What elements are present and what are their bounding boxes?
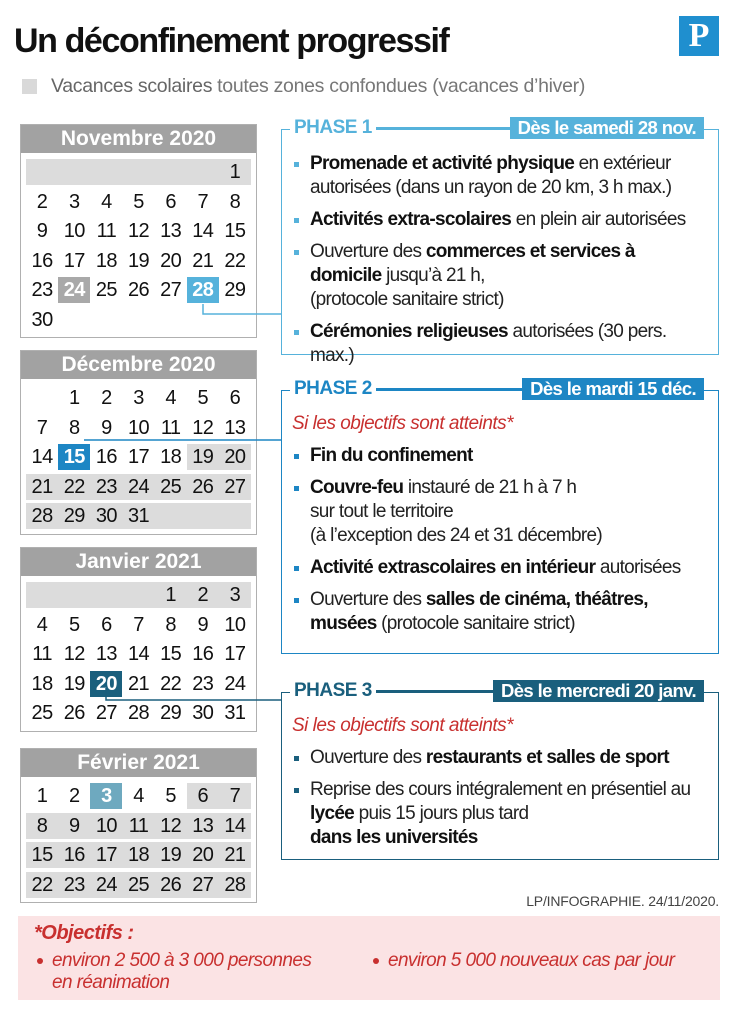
calendar-day: 26 [155, 872, 187, 898]
measure-highlight: Promenade et activité physique [310, 153, 575, 174]
calendar-day: 24 [90, 872, 122, 898]
calendar-day: 18 [160, 446, 182, 468]
phase-condition: Si les objectifs sont atteints* [292, 715, 514, 736]
calendar-day: 27 [160, 279, 182, 301]
calendar-day: 19 [127, 249, 150, 272]
phase-3-header [290, 679, 704, 703]
calendar-empty-cell [155, 307, 187, 333]
calendar-day: 1 [68, 387, 80, 409]
calendar-day: 19 [187, 444, 219, 470]
phase-2-rule [376, 388, 522, 390]
phase-3-date: Dès le mercredi 20 janv. [493, 680, 704, 702]
calendar-day: 9 [58, 813, 90, 839]
calendar-november-2020 [20, 124, 257, 338]
calendar-february-2021 [20, 748, 257, 903]
calendar-title: Décembre 2020 [21, 351, 256, 379]
calendar-day: 15 [58, 444, 90, 470]
calendar-day: 14 [219, 813, 251, 839]
calendar-week-row [26, 811, 251, 841]
calendar-empty-cell [155, 503, 187, 529]
calendar-empty-cell [122, 582, 154, 608]
calendar-day: 24 [58, 277, 90, 303]
calendar-day: 4 [101, 190, 112, 213]
calendar-day: 5 [68, 613, 80, 636]
calendar-week-row [26, 383, 251, 413]
calendar-empty-cell [58, 307, 90, 333]
calendar-day: 28 [187, 277, 219, 303]
calendar-day: 23 [90, 474, 122, 500]
calendar-grid [21, 153, 256, 337]
calendar-empty-cell [90, 582, 122, 608]
calendar-day: 3 [90, 783, 122, 809]
legend-label: Vacances scolaires [51, 74, 213, 97]
calendar-day: 9 [36, 220, 48, 242]
phase-1-rule [376, 127, 510, 129]
measure-highlight: Cérémonies religieuses [310, 321, 508, 342]
calendar-day: 6 [229, 387, 241, 409]
calendar-day: 22 [26, 872, 58, 898]
objectifs-title: *Objectifs : [34, 922, 134, 944]
calendar-week-row [26, 472, 251, 502]
phase-2-label: PHASE 2 [290, 378, 376, 400]
calendar-day: 9 [101, 416, 112, 439]
calendar-day: 25 [95, 279, 117, 301]
calendar-day: 16 [95, 446, 117, 468]
calendar-day: 15 [224, 220, 246, 242]
phase-measure [292, 778, 710, 850]
measure-highlight: commerces et services à domicile [310, 241, 635, 286]
calendar-week-row [26, 870, 251, 900]
objectifs-box [18, 916, 720, 1000]
calendar-day: 26 [127, 279, 150, 301]
phase-condition: Si les objectifs sont atteints* [292, 413, 514, 434]
calendar-day: 25 [122, 872, 154, 898]
objectif-nouveaux-cas-text: environ 5 000 nouveaux cas par jour [388, 950, 675, 971]
phase-measure [292, 444, 710, 468]
phase-1-items [282, 130, 718, 386]
calendar-day: 4 [36, 613, 48, 636]
calendar-empty-cell [155, 159, 187, 185]
calendar-day: 1 [36, 785, 48, 807]
phase-1-label: PHASE 1 [290, 117, 376, 139]
calendar-day: 7 [133, 613, 144, 636]
calendar-week-row [26, 781, 251, 811]
calendar-day: 29 [58, 503, 90, 529]
phase-3-label: PHASE 3 [290, 680, 376, 702]
calendar-week-row [26, 216, 251, 246]
calendar-day: 15 [160, 643, 182, 665]
calendar-january-2021 [20, 547, 257, 732]
calendar-day: 25 [31, 702, 53, 724]
phase-measure [292, 240, 710, 312]
calendar-day: 23 [192, 672, 214, 695]
phase-measure [292, 588, 710, 636]
calendar-day: 8 [165, 613, 176, 636]
calendar-day: 27 [187, 872, 219, 898]
legend-swatch [22, 79, 37, 94]
calendar-day: 10 [63, 220, 85, 242]
calendar-day: 16 [31, 249, 53, 272]
calendar-empty-cell [219, 307, 251, 333]
measure-text: en extérieur autorisées (dans un rayon de 20 km, 3 h max.) [310, 153, 672, 198]
calendar-day: 19 [155, 842, 187, 868]
measure-highlight: salles de cinéma, théâtres, musées [310, 589, 648, 634]
calendar-december-2020 [20, 350, 257, 535]
calendar-day: 6 [165, 190, 176, 213]
measure-text: autorisées [595, 557, 681, 578]
phase-2-date: Dès le mardi 15 déc. [522, 378, 704, 400]
calendar-day: 11 [160, 416, 181, 439]
calendar-day: 21 [26, 474, 58, 500]
calendar-day: 28 [26, 503, 58, 529]
legend-description: toutes zones confondues (vacances d’hiver) [217, 74, 586, 97]
calendar-day: 12 [192, 416, 214, 439]
calendar-day: 17 [90, 842, 122, 868]
calendar-day: 1 [219, 159, 251, 185]
calendar-day: 21 [219, 842, 251, 868]
measure-highlight: restaurants et salles de sport [425, 747, 669, 768]
calendar-day: 30 [90, 503, 122, 529]
calendar-day: 23 [58, 872, 90, 898]
measure-text: autorisées (30 pers. max.) [310, 321, 667, 366]
calendar-week-row [26, 187, 251, 217]
calendar-week-row [26, 698, 251, 728]
calendar-day: 26 [63, 702, 85, 724]
calendar-day: 12 [63, 643, 85, 665]
calendar-day: 13 [160, 220, 182, 242]
calendar-day: 9 [197, 613, 209, 636]
calendar-empty-cell [90, 307, 122, 333]
calendar-day: 18 [122, 842, 154, 868]
calendar-day: 17 [127, 446, 150, 468]
calendar-day: 14 [127, 643, 150, 665]
calendar-day: 2 [36, 190, 48, 213]
measure-text: (à l’exception des 24 et 31 décembre) [310, 525, 603, 546]
phase-3-box [281, 680, 719, 860]
calendar-day: 11 [122, 813, 154, 839]
calendar-day: 22 [58, 474, 90, 500]
calendar-week-row [26, 413, 251, 443]
calendar-day: 23 [31, 279, 53, 301]
objectif-reanimation-line2: en réanimation [52, 972, 170, 993]
calendar-day: 5 [197, 387, 209, 409]
calendar-day: 21 [127, 672, 150, 695]
measure-text: jusqu’à 21 h, [381, 265, 485, 286]
page-title: Un déconfinement progressif [14, 22, 449, 60]
phase-2-items [282, 391, 718, 654]
calendar-day: 4 [165, 387, 176, 409]
phase-1-box [281, 117, 719, 366]
calendar-week-row [26, 840, 251, 870]
calendar-day: 17 [224, 643, 246, 665]
calendar-day: 22 [160, 672, 182, 695]
calendar-empty-cell [26, 582, 58, 608]
calendar-day: 13 [224, 416, 246, 439]
objectif-reanimation-line1: environ 2 500 à 3 000 personnes [52, 950, 312, 971]
calendar-week-row [26, 501, 251, 531]
calendar-week-row [26, 639, 251, 669]
calendar-empty-cell [90, 159, 122, 185]
calendar-title: Janvier 2021 [21, 548, 256, 576]
calendar-day: 20 [90, 671, 122, 697]
calendar-day: 16 [192, 643, 214, 665]
calendar-day: 7 [219, 783, 251, 809]
measure-highlight: Activités extra-scolaires [310, 209, 512, 230]
calendar-empty-cell [58, 582, 90, 608]
calendar-day: 5 [133, 190, 144, 213]
measure-highlight: Fin du confinement [310, 445, 473, 466]
objectif-reanimation [34, 950, 311, 994]
phase-measure [292, 320, 710, 368]
calendar-day: 31 [122, 503, 154, 529]
calendar-day: 16 [58, 842, 90, 868]
calendar-day: 19 [63, 672, 85, 695]
calendar-day: 6 [101, 613, 112, 636]
measure-text: en plein air autorisées [511, 209, 686, 230]
measure-text: instauré de 21 h à 7 h [403, 477, 577, 498]
calendar-day: 27 [95, 702, 117, 724]
calendar-empty-cell [187, 503, 219, 529]
measure-highlight: lycée [310, 803, 355, 824]
measure-text: puis 15 jours plus tard [354, 803, 529, 824]
objectif-nouveaux-cas [370, 950, 674, 972]
calendar-day: 8 [26, 813, 58, 839]
phase-1-header [290, 116, 704, 140]
calendar-day: 10 [90, 813, 122, 839]
calendar-grid [21, 576, 256, 731]
calendar-day: 27 [219, 474, 251, 500]
phase-3-rule [376, 690, 493, 692]
calendar-grid [21, 777, 256, 902]
calendar-day: 5 [165, 785, 176, 807]
calendar-day: 26 [187, 474, 219, 500]
calendar-day: 2 [68, 785, 80, 807]
calendar-day: 30 [192, 702, 214, 724]
calendar-day: 20 [219, 444, 251, 470]
measure-text: (protocole sanitaire strict) [310, 289, 504, 310]
calendar-day: 29 [160, 702, 182, 724]
measure-highlight: dans les universités [310, 827, 478, 848]
calendar-day: 2 [101, 387, 112, 409]
phase-1-date: Dès le samedi 28 nov. [510, 117, 704, 139]
calendar-day: 12 [127, 220, 150, 242]
calendar-day: 31 [224, 702, 246, 724]
calendar-day: 10 [224, 613, 246, 636]
calendar-empty-cell [187, 307, 219, 333]
phase-measure [292, 556, 710, 580]
calendar-day: 18 [31, 672, 53, 695]
calendar-week-row [26, 246, 251, 276]
calendar-day: 20 [187, 842, 219, 868]
calendar-day: 21 [192, 249, 214, 272]
calendar-day: 13 [187, 813, 219, 839]
credit-line: LP/INFOGRAPHIE. 24/11/2020. [526, 893, 719, 909]
calendar-day: 18 [95, 249, 117, 272]
measure-text: Reprise des cours intégralement en présentiel au [310, 779, 691, 800]
calendar-empty-cell [219, 503, 251, 529]
calendar-title: Novembre 2020 [21, 125, 256, 153]
calendar-week-row [26, 157, 251, 187]
calendar-day: 1 [155, 582, 187, 608]
calendar-day: 2 [187, 582, 219, 608]
calendar-week-row [26, 275, 251, 305]
legend [22, 74, 585, 98]
calendar-empty-cell [26, 385, 58, 411]
calendar-day: 28 [127, 702, 150, 724]
phase-2-header [290, 377, 704, 401]
measure-highlight: Activité extrascolaires en intérieur [310, 557, 596, 578]
calendar-day: 29 [224, 279, 246, 301]
calendar-empty-cell [122, 159, 154, 185]
le-parisien-logo: P [679, 16, 719, 56]
calendar-empty-cell [58, 159, 90, 185]
calendar-day: 24 [224, 672, 246, 695]
phase-measure [292, 152, 710, 200]
phase-measure [292, 746, 710, 770]
calendar-day: 20 [160, 249, 182, 272]
measure-text: Ouverture des [310, 241, 426, 262]
calendar-day: 6 [187, 783, 219, 809]
calendar-day: 8 [68, 416, 80, 439]
measure-text: sur tout le territoire [310, 501, 453, 522]
calendar-day: 28 [219, 872, 251, 898]
calendar-week-row [26, 442, 251, 472]
calendar-day: 22 [224, 249, 246, 272]
measure-text: Ouverture des [310, 747, 426, 768]
calendar-empty-cell [122, 307, 154, 333]
calendar-day: 3 [219, 582, 251, 608]
calendar-day: 7 [36, 416, 48, 439]
calendar-day: 11 [32, 643, 52, 665]
measure-text: Ouverture des [310, 589, 426, 610]
calendar-day: 8 [229, 190, 241, 213]
calendar-week-row [26, 305, 251, 335]
calendar-day: 10 [127, 416, 150, 439]
measure-text: (protocole sanitaire strict) [376, 613, 575, 634]
calendar-day: 3 [133, 387, 144, 409]
phase-measure [292, 476, 710, 548]
calendar-week-row [26, 580, 251, 610]
calendar-day: 7 [197, 190, 209, 213]
calendar-week-row [26, 610, 251, 640]
calendar-day: 25 [155, 474, 187, 500]
calendar-day: 17 [63, 249, 85, 272]
calendar-title: Février 2021 [21, 749, 256, 777]
calendar-day: 3 [68, 190, 80, 213]
calendar-day: 24 [122, 474, 154, 500]
calendar-day: 4 [133, 785, 144, 807]
calendar-empty-cell [187, 159, 219, 185]
calendar-day: 13 [95, 643, 117, 665]
phase-2-box [281, 378, 719, 654]
phase-measure [292, 208, 710, 232]
calendar-day: 11 [96, 220, 117, 242]
calendar-grid [21, 379, 256, 534]
measure-highlight: Couvre-feu [310, 477, 404, 498]
calendar-week-row [26, 669, 251, 699]
calendar-day: 14 [31, 446, 53, 468]
phase-3-items [282, 693, 718, 868]
calendar-empty-cell [26, 159, 58, 185]
calendar-day: 15 [26, 842, 58, 868]
calendar-day: 12 [155, 813, 187, 839]
calendar-day: 14 [192, 220, 214, 242]
calendar-day: 30 [31, 308, 53, 331]
